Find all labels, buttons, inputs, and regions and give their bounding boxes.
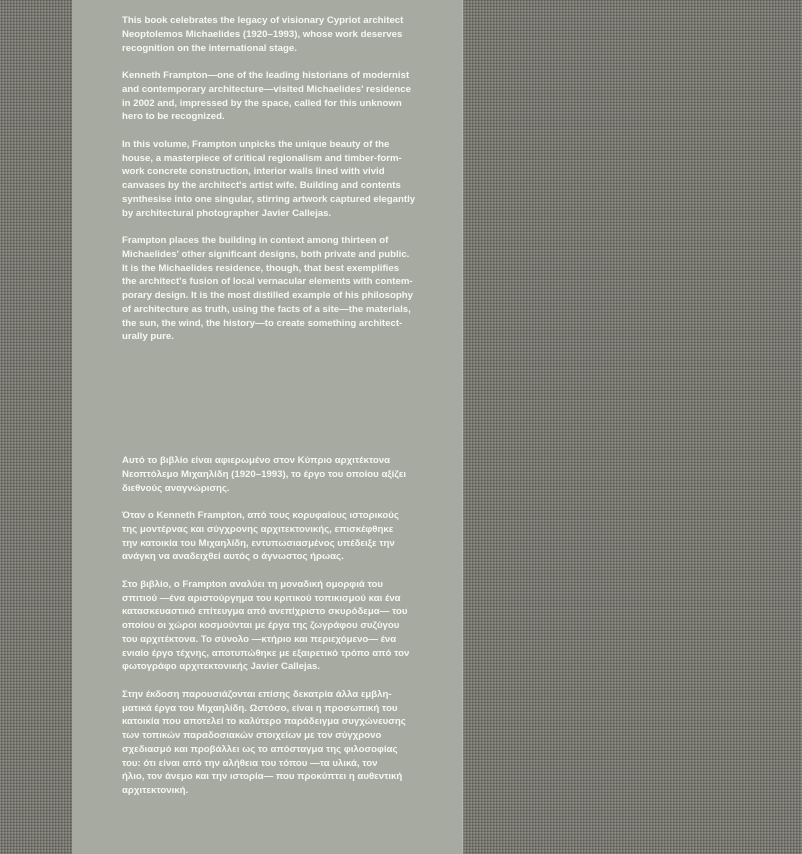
panel-edge [462, 0, 464, 854]
greek-paragraph-1: Αυτό το βιβλίο είναι αφιερωμένο στον Κύπριο αρχιτέκτονα Νεοπτόλεμο Μιχαηλίδη (1920–1993), το έργο του οποίου αξίζει διεθνούς αναγνώρισης. [122, 455, 407, 494]
greek-paragraph-2: Όταν ο Kenneth Frampton, από τους κορυφαίους ιστορικούς της μοντέρνας και σύγχρονης αρχιτεκτονικής, επισκέφθηκε την κατοικία του Μιχαηλίδη, εντυπωσιασμένος υπέδειξε την ανάγκη να αναδειχθεί αυτός ο άγνωστος ήρωας. [122, 510, 399, 563]
english-paragraph-3: In this volume, Frampton unpicks the unique beauty of the house, a masterpiece of critical regionalism and timber-form- work concrete construction, interior walls lined with vivid canvases by the architect's artist wife. Building and contents synthesise into one singular, stirring artwork captured elegantly by architectural photographer Javier Callejas. [122, 138, 416, 219]
english-paragraph-2: Kenneth Frampton—one of the leading historians of modernist and contemporary architecture—visited Michaelides' residence in 2002 and, impressed by the space, called for this unknown hero to be recognized. [122, 70, 412, 123]
english-blurb [122, 14, 422, 358]
english-paragraph-4: Frampton places the building in context among thirteen of Michaelides' other significant designs, both private and public. It is the Michaelides residence, though, that best exemplifies the architect's fusion of local vernacular elements with contem- porary design. It is the most distilled example of his philosophy of architecture as truth, using the facts of a site—the materials, the sun, the wind, the history—to create something architect- urally pure. [122, 235, 413, 343]
greek-paragraph-4: Στην έκδοση παρουσιάζονται επίσης δεκατρία άλλα εμβλη- ματικά έργα του Μιχαηλίδη. Ωστόσο, είναι η προσωπική του κατοικία που αποτελεί το καλύτερο παράδειγμα συγχώνευσης των τοπικών παραδοσιακών στοιχείων με τον σύγχρονο σχεδιασμό και προβάλλει ως το απόσταγμα της φιλοσοφίας του: ότι είναι από την αλήθεια του τόπου —τα υλικά, τον ήλιο, τον άνεμο και την ιστορία— που προκύπτει η αυθεντική αρχιτεκτονική. [122, 688, 406, 796]
greek-blurb [122, 454, 422, 812]
english-paragraph-1: This book celebrates the legacy of visionary Cypriot architect Neoptolemos Michaelides (1920–1993), whose work deserves recognition on the international stage. [122, 15, 404, 54]
greek-paragraph-3: Στο βιβλίο, ο Frampton αναλύει τη μοναδική ομορφιά του σπιτιού —ένα αριστούργημα του κριτικού τοπικισμού και ένα κατασκευαστικό επίτευγμα από ανεπίχριστο σκυρόδεμα— του οποίου οι χώροι κοσμούνται με έργα της ζωγράφου συζύγου του αρχιτέκτονα. Το σύνολο —κτήριο και περιεχόμενο— ένα ενιαίο έργο τέχνης, αποτυπώθηκε με εξαιρετικό τρόπο από τον φωτογράφο αρχιτεκτονικής Javier Callejas. [122, 578, 410, 673]
